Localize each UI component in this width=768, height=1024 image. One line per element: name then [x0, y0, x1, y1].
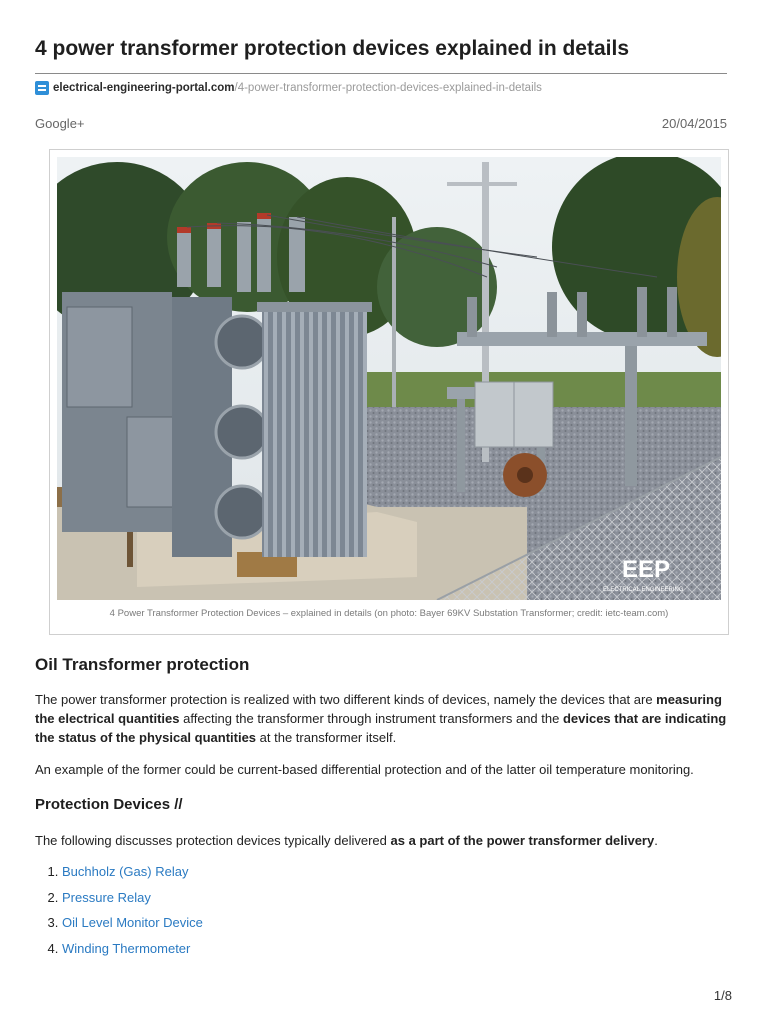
article-title: 4 power transformer protection devices explained in details	[35, 37, 630, 60]
text-run: The power transformer protection is realized with two different kinds of devices, namely the devices that are	[35, 692, 657, 707]
bold-phrase: as a part of the power transformer delivery	[390, 833, 655, 848]
text-run: affecting the transformer through instrument transformers and the	[179, 711, 563, 726]
watermark-subtitle: ELECTRICAL ENGINEERING	[603, 587, 684, 593]
section-heading-oil-protection: Oil Transformer protection	[35, 655, 250, 674]
text-run: The following discusses protection devices typically delivered	[35, 833, 391, 848]
article-figure	[49, 149, 729, 635]
link-oil-level-monitor[interactable]: Oil Level Monitor Device	[62, 915, 203, 930]
source-path[interactable]: /4-power-transformer-protection-devices-explained-in-details	[234, 82, 542, 94]
example-paragraph: An example of the former could be current-based differential protection and of the latter oil temperature monitoring.	[35, 762, 694, 777]
figure-caption: 4 Power Transformer Protection Devices – explained in details (on photo: Bayer 69KV Substation Transformer; credit: ietc-team.com)	[109, 608, 669, 619]
transformer-photo	[57, 157, 721, 600]
source-domain[interactable]: electrical-engineering-portal.com	[53, 82, 235, 94]
protection-device-list	[35, 862, 203, 964]
title-divider	[35, 73, 727, 74]
publish-date: 20/04/2015	[661, 116, 727, 131]
text-run: .	[654, 833, 658, 848]
site-favicon-icon	[35, 81, 49, 95]
substation-illustration	[57, 157, 721, 600]
list-item	[62, 862, 203, 888]
section-heading-protection-devices: Protection Devices //	[35, 796, 183, 813]
text-run: at the transformer itself.	[256, 730, 397, 745]
page-number: 1/8	[713, 988, 732, 1003]
link-buchholz-relay[interactable]: Buchholz (Gas) Relay	[62, 864, 189, 879]
list-item	[62, 913, 203, 939]
devices-intro-paragraph	[35, 831, 735, 850]
source-label: Google+	[35, 116, 85, 131]
link-winding-thermometer[interactable]: Winding Thermometer	[62, 940, 191, 956]
bold-phrase: devices that are indicating the status of the physical quantities	[35, 711, 727, 745]
list-item	[62, 888, 203, 914]
watermark-logo: EEP	[622, 556, 671, 583]
list-item	[62, 939, 203, 965]
source-line[interactable]	[35, 81, 542, 95]
link-pressure-relay[interactable]: Pressure Relay	[62, 889, 151, 905]
bold-phrase: measuring the electrical quantities	[35, 692, 722, 726]
intro-paragraph	[35, 690, 735, 747]
